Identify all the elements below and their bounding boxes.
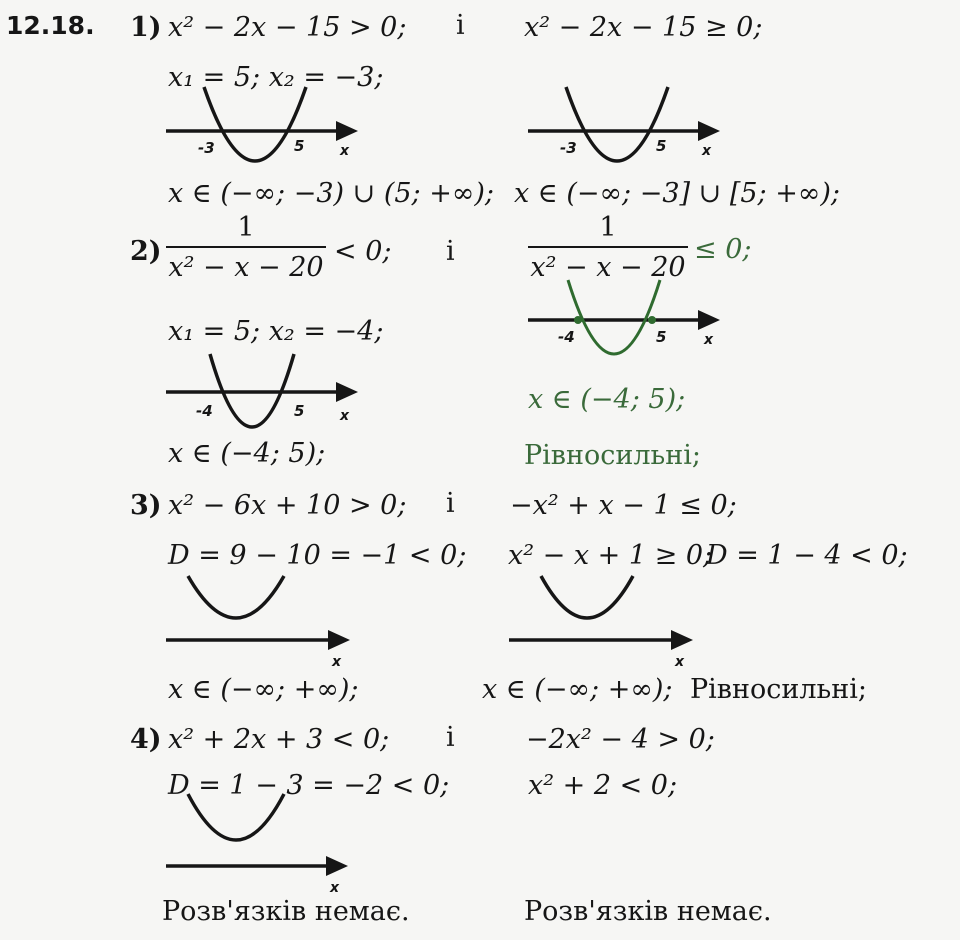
p4-discriminant-a: D = 1 − 3 = −2 < 0; — [168, 770, 450, 801]
p1-roots: x₁ = 5; x₂ = −3; — [168, 62, 384, 93]
p4-axis-label-a: x — [330, 880, 340, 896]
p3-graph-b — [505, 570, 715, 670]
p2-inequality-a-tail: < 0; — [334, 236, 392, 267]
p1-axis-label-a: x — [340, 143, 350, 159]
p3-axis-arrow-a — [328, 630, 350, 650]
p2-tick-right-a: 5 — [294, 402, 305, 420]
p2-graph-a — [160, 350, 370, 440]
p4-inequality-b2: x² + 2 < 0; — [528, 770, 678, 801]
p4-inequality-b: −2x² − 4 > 0; — [526, 724, 715, 755]
p3-discriminant-a: D = 9 − 10 = −1 < 0; — [168, 540, 467, 571]
p3-discriminant-b: D = 1 − 4 < 0; — [706, 540, 908, 571]
p2-axis-label-b: x — [704, 332, 714, 348]
p3-parabola-a — [188, 576, 284, 618]
p1-tick-left-b: -3 — [560, 139, 577, 157]
p3-inequality-b2: x² − x + 1 ≥ 0; — [508, 540, 713, 571]
p1-conjunction: і — [456, 10, 465, 41]
p2-numerator-a: 1 — [237, 212, 255, 243]
p2-answer-a: x ∈ (−4; 5); — [168, 438, 326, 469]
p1-axis-arrow-b — [698, 121, 720, 141]
p3-axis-label-b: x — [675, 654, 685, 670]
p3-answer-b: x ∈ (−∞; +∞); — [482, 674, 673, 705]
p4-inequality-a: x² + 2x + 3 < 0; — [168, 724, 390, 755]
p1-tick-right-a: 5 — [294, 137, 305, 155]
p3-conjunction: і — [446, 488, 455, 519]
p4-graph-a — [160, 790, 370, 900]
p1-parabola-a — [204, 87, 306, 161]
p2-answer-b: x ∈ (−4; 5); — [528, 384, 686, 415]
p1-answer-b: x ∈ (−∞; −3] ∪ [5; +∞); — [514, 178, 840, 209]
p1-parabola-b — [566, 87, 668, 161]
p2-denominator-b: x² − x − 20 — [530, 252, 686, 283]
p1-inequality-b: x² − 2x − 15 ≥ 0; — [524, 12, 763, 43]
p2-verdict: Рівносильні; — [524, 440, 701, 471]
p3-verdict: Рівносильні; — [690, 674, 867, 705]
p2-tick-left-a: -4 — [196, 402, 213, 420]
p1-inequality-a: x² − 2x − 15 > 0; — [168, 12, 407, 43]
p2-numerator-b: 1 — [599, 212, 617, 243]
p2-parabola-b — [568, 280, 660, 354]
p2-point-right-b — [648, 316, 656, 324]
p1-tick-right-b: 5 — [656, 137, 667, 155]
p2-roots: x₁ = 5; x₂ = −4; — [168, 316, 384, 347]
p4-axis-arrow-a — [326, 856, 348, 876]
p3-answer-a: x ∈ (−∞; +∞); — [168, 674, 359, 705]
p2-label: 2) — [130, 236, 162, 267]
p2-axis-label-a: x — [340, 408, 350, 424]
p2-denominator-a: x² − x − 20 — [168, 252, 324, 283]
p2-point-left-b — [574, 316, 582, 324]
p2-tick-right-b: 5 — [656, 328, 667, 346]
p4-answer-a: Розв'язків немає. — [162, 896, 410, 927]
problem-number: 12.18. — [6, 11, 95, 40]
p3-axis-label-a: x — [332, 654, 342, 670]
p1-axis-arrow-a — [336, 121, 358, 141]
p2-conjunction: і — [446, 236, 455, 267]
p3-inequality-b: −x² + x − 1 ≤ 0; — [510, 490, 737, 521]
p2-inequality-b-tail: ≤ 0; — [694, 234, 752, 265]
p1-answer-a: x ∈ (−∞; −3) ∪ (5; +∞); — [168, 178, 494, 209]
p4-answer-b: Розв'язків немає. — [524, 896, 772, 927]
p4-label: 4) — [130, 724, 162, 755]
p3-parabola-b — [541, 576, 633, 618]
p2-fraction-a — [166, 212, 326, 284]
p1-axis-label-b: x — [702, 143, 712, 159]
p2-graph-b — [522, 278, 732, 368]
p3-inequality-a: x² − 6x + 10 > 0; — [168, 490, 407, 521]
p2-axis-arrow-a — [336, 382, 358, 402]
p2-fraction-b — [528, 212, 688, 284]
p4-conjunction: і — [446, 722, 455, 753]
p2-fraction-bar-b — [528, 246, 688, 248]
p2-fraction-bar-a — [166, 246, 326, 248]
p3-graph-a — [160, 570, 370, 670]
p1-label: 1) — [130, 12, 162, 43]
p4-parabola-a — [188, 794, 284, 840]
p3-label: 3) — [130, 490, 162, 521]
p2-tick-left-b: -4 — [558, 328, 575, 346]
p3-axis-arrow-b — [671, 630, 693, 650]
p2-axis-arrow-b — [698, 310, 720, 330]
p1-tick-left-a: -3 — [198, 139, 215, 157]
